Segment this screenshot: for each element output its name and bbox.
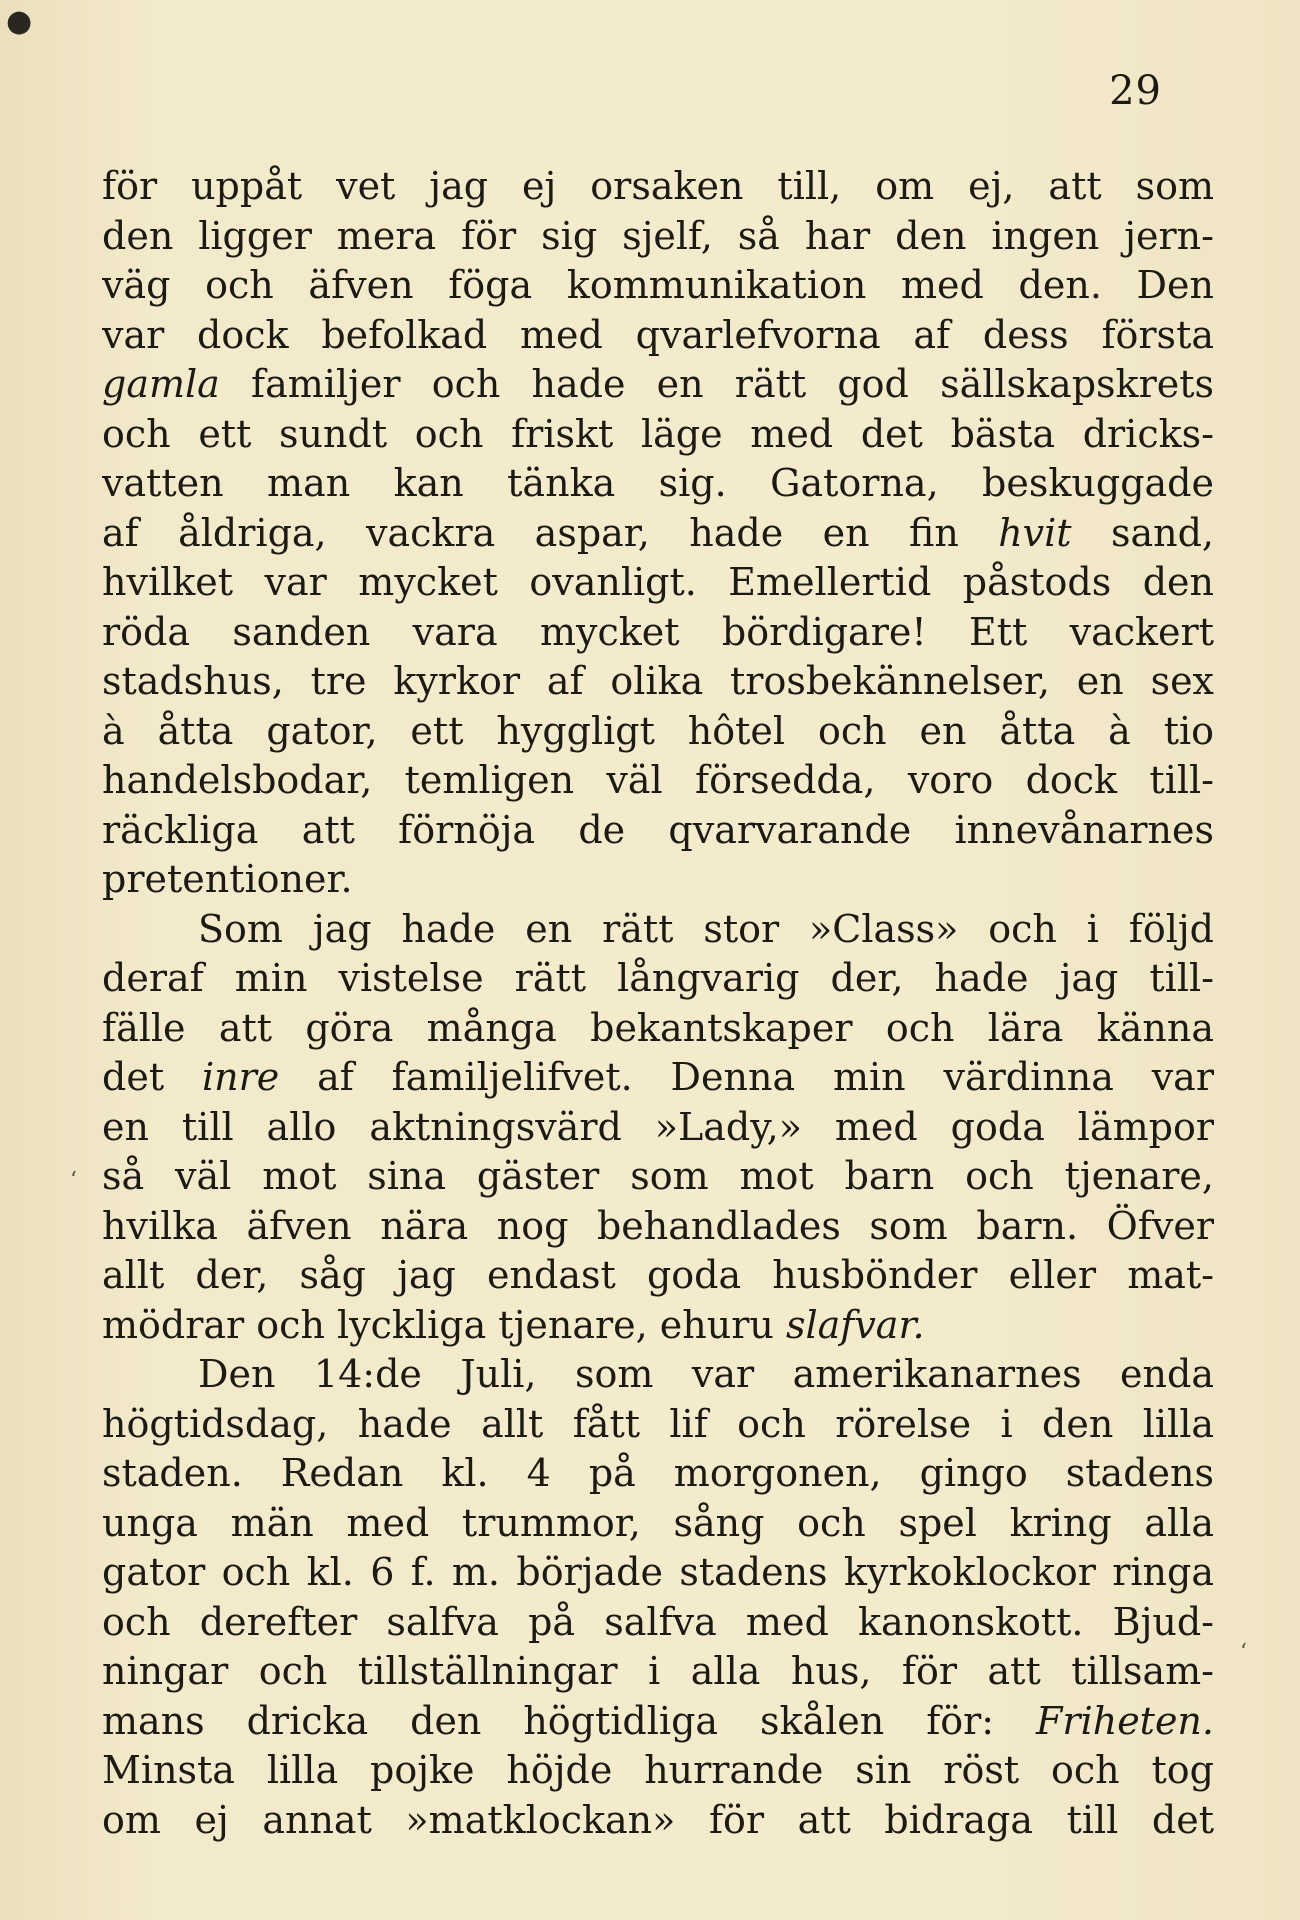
text-line: hvilka äfven nära nog behandlades som barn. Öfver xyxy=(102,1203,1214,1248)
text-line: vatten man kan tänka sig. Gatorna, beskuggade xyxy=(102,461,1214,505)
text-line: var dock befolkad med qvarlefvorna af dess första xyxy=(102,312,1214,357)
text-line: deraf min vistelse rätt långvarig der, hade jag till- xyxy=(102,956,1214,1000)
text-line: väg och äfven föga kommunikation med den. Den xyxy=(102,263,1214,307)
print-speck: ● xyxy=(6,4,33,39)
text-line: mödrar och lyckliga tjenare, ehuru slafvar. xyxy=(102,1302,925,1347)
text-line: stadshus, tre kyrkor af olika trosbekännelser, en sex xyxy=(102,659,1214,703)
text-line: Minsta lilla pojke höjde hurrande sin röst och tog xyxy=(102,1748,1214,1792)
text-line: Som jag hade en rätt stor »Class» och i följd xyxy=(198,906,1214,951)
text-line: à åtta gator, ett hyggligt hôtel och en åtta à tio xyxy=(102,708,1214,753)
text-line: om ej annat »matklockan» för att bidraga till det xyxy=(102,1797,1214,1842)
text-line: hvilket var mycket ovanligt. Emellertid påstods den xyxy=(102,560,1214,604)
page-number: 29 xyxy=(1109,68,1162,114)
text-line: räckliga att förnöja de qvarvarande innevånarnes xyxy=(102,807,1214,852)
text-line: mans dricka den högtidliga skålen för: Friheten. xyxy=(102,1698,1214,1743)
text-line: unga män med trummor, sång och spel kring alla xyxy=(102,1500,1214,1545)
italic-word: gamla xyxy=(102,362,220,406)
italic-word: inre xyxy=(201,1055,280,1099)
text-line: af åldriga, vackra aspar, hade en fin hvit sand, xyxy=(102,510,1214,555)
text-line: gamla familjer och hade en rätt god sällskapskrets xyxy=(102,362,1214,406)
text-line: Den 14:de Juli, som var amerikanarnes enda xyxy=(198,1352,1214,1396)
text-line: för uppåt vet jag ej orsaken till, om ej, att som xyxy=(102,164,1214,208)
print-speck: ‘ xyxy=(1240,1640,1247,1665)
text-line: en till allo aktningsvärd »Lady,» med goda lämpor xyxy=(102,1104,1214,1149)
italic-word: hvit xyxy=(998,510,1072,555)
text-line: den ligger mera för sig sjelf, så har den ingen jern- xyxy=(102,213,1214,258)
text-line: staden. Redan kl. 4 på morgonen, gingo stadens xyxy=(102,1451,1214,1495)
text-line: handelsbodar, temligen väl försedda, voro dock till- xyxy=(102,758,1214,802)
italic-word: Friheten. xyxy=(1036,1698,1214,1743)
text-line: det inre af familjelifvet. Denna min värdinna var xyxy=(102,1055,1214,1099)
text-line: pretentioner. xyxy=(102,857,353,901)
text-line: gator och kl. 6 f. m. började stadens kyrkoklockor ringa xyxy=(102,1550,1214,1594)
text-line: högtidsdag, hade allt fått lif och rörelse i den lilla xyxy=(102,1401,1214,1446)
text-line: röda sanden vara mycket bördigare! Ett vackert xyxy=(102,609,1214,654)
text-line: och derefter salfva på salfva med kanonskott. Bjud- xyxy=(102,1599,1214,1644)
text-line: ningar och tillställningar i alla hus, för att tillsam- xyxy=(102,1649,1214,1693)
body-text xyxy=(102,162,1214,1845)
text-line: och ett sundt och friskt läge med det bästa dricks- xyxy=(102,411,1214,456)
text-line: så väl mot sina gäster som mot barn och tjenare, xyxy=(102,1154,1214,1198)
italic-word: slafvar. xyxy=(785,1302,925,1347)
text-line: fälle att göra många bekantskaper och lära känna xyxy=(102,1005,1214,1050)
print-speck: ‘ xyxy=(70,1168,77,1193)
text-line: allt der, såg jag endast goda husbönder eller mat- xyxy=(102,1253,1214,1297)
